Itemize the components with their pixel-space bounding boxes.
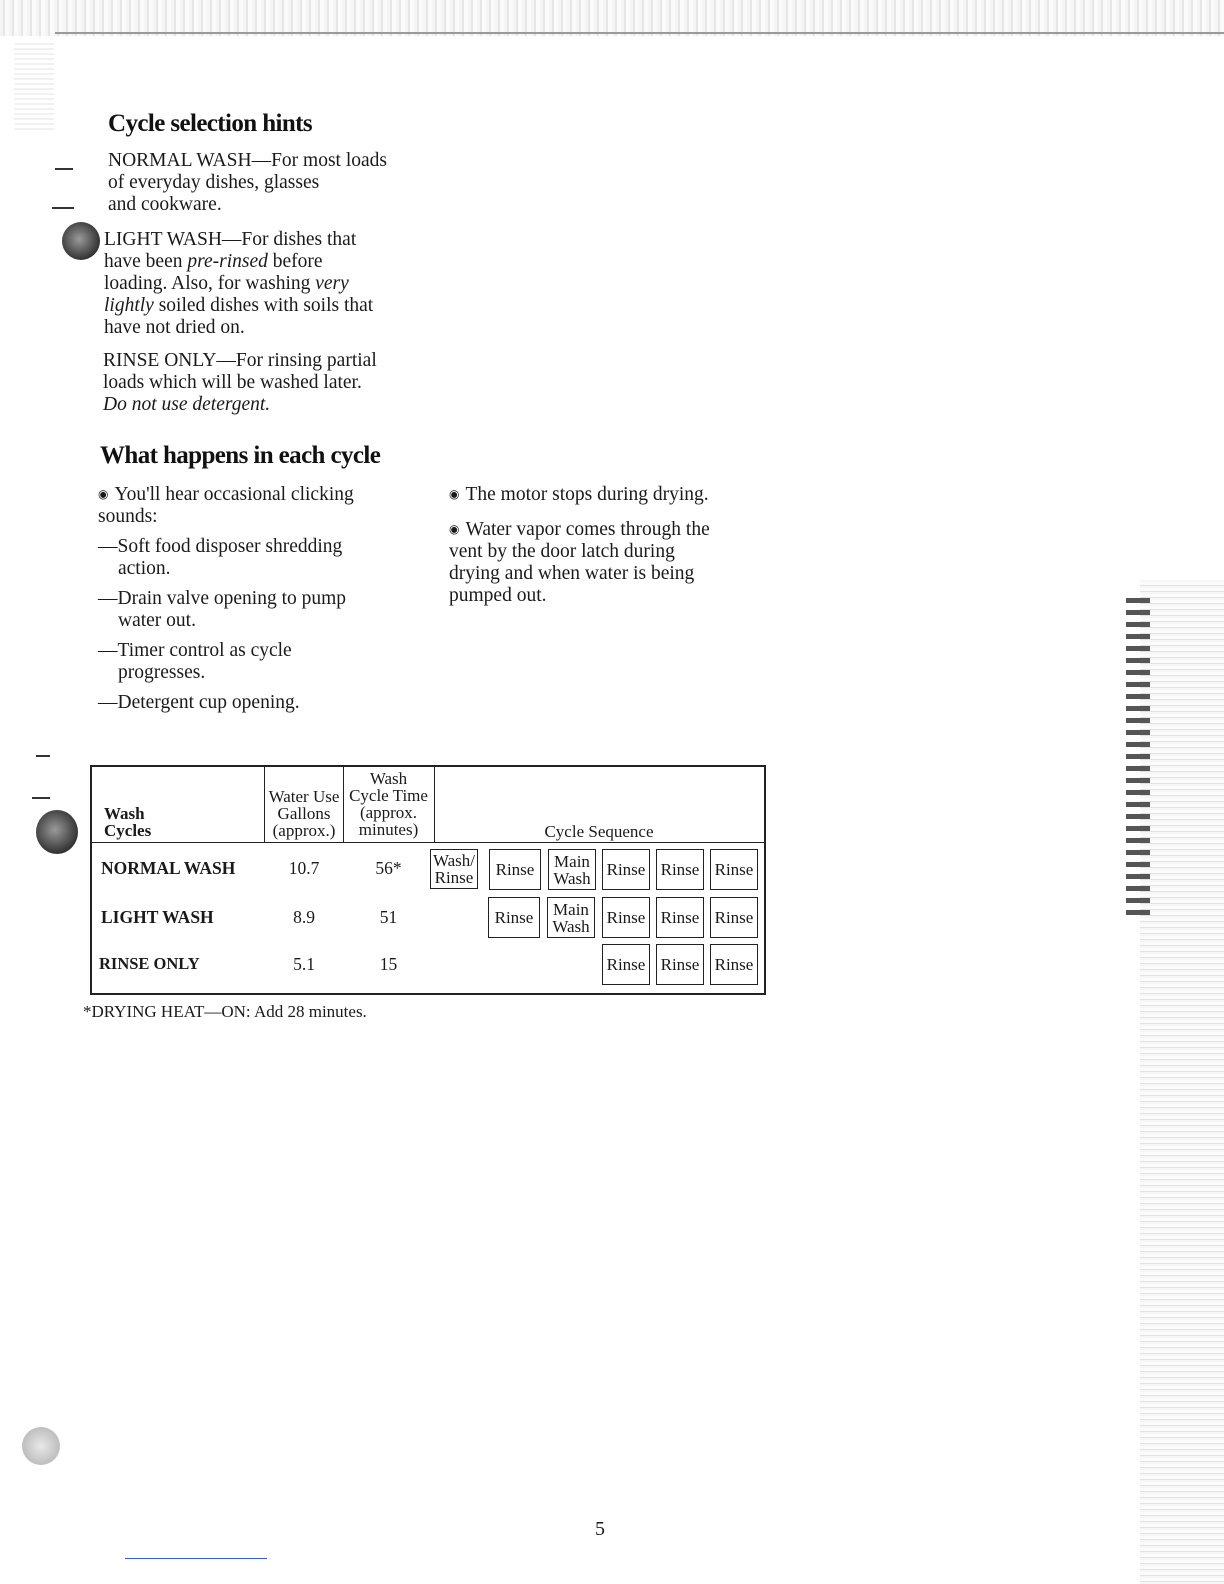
step-rinse: Rinse [602, 944, 650, 985]
row-label-light: LIGHT WASH [101, 907, 214, 927]
step-rinse: Rinse [602, 849, 650, 890]
bullet-icon: ◉ [449, 522, 460, 536]
water-vapor-item: ◉ Water vapor comes through the vent by the door latch during drying and when water is being pumped out. [449, 519, 710, 606]
cell-water-normal: 10.7 [288, 858, 320, 878]
list-item: —Detergent cup opening. [98, 692, 300, 713]
step-rinse: Rinse [710, 849, 758, 890]
step-rinse: Rinse [602, 897, 650, 938]
hint-rinse-only: RINSE ONLY—For rinsing partial loads which will be washed later. Do not use detergent. [103, 350, 377, 415]
scan-noise-left [14, 40, 54, 130]
scan-dash [32, 797, 50, 799]
step-main-wash: Main Wash [547, 897, 595, 938]
step-rinse: Rinse [656, 897, 704, 938]
scan-line-bottom [125, 1558, 267, 1559]
row-label-normal: NORMAL WASH [101, 858, 236, 878]
cycle-table [90, 765, 766, 995]
hint-normal-label: NORMAL WASH [108, 150, 252, 171]
cycle-right-column [449, 483, 769, 615]
bullet-icon: ◉ [98, 487, 109, 501]
hint-light-wash: LIGHT WASH—For dishes that have been pre-rinsed before loading. Also, for washing very lightly soiled dishes with soils that have not dried on. [104, 229, 374, 338]
header-cycle-time: Wash Cycle Time (approx. minutes) [349, 769, 428, 839]
bullet-icon: ◉ [449, 487, 460, 501]
scan-edge-top [0, 0, 1224, 36]
step-rinse: Rinse [710, 944, 758, 985]
cell-water-rinse: 5.1 [293, 954, 315, 974]
hint-light-label: LIGHT WASH [104, 229, 222, 250]
list-item: —Drain valve opening to pump water out. [98, 588, 347, 631]
step-rinse: Rinse [656, 944, 704, 985]
cell-water-light: 8.9 [293, 907, 315, 927]
scan-dash [55, 168, 73, 170]
cell-time-rinse: 15 [379, 954, 398, 974]
header-wash-cycles: Wash Cycles [104, 804, 152, 840]
step-rinse: Rinse [489, 849, 541, 890]
list-item: —Timer control as cycle progresses. [98, 640, 292, 683]
header-cycle-sequence: Cycle Sequence [544, 822, 654, 841]
table-footnote: *DRYING HEAT—ON: Add 28 minutes. [83, 1002, 367, 1021]
scan-dash [36, 755, 50, 757]
punch-hole-icon [36, 810, 78, 854]
scan-marks-right [1126, 598, 1156, 922]
cell-time-normal: 56* [375, 858, 402, 878]
step-rinse: Rinse [656, 849, 704, 890]
punch-hole-icon [62, 222, 100, 260]
header-water-use: Water Use Gallons (approx.) [268, 787, 340, 840]
table-divider [92, 842, 764, 843]
section-title-hints: Cycle selection hints [108, 110, 313, 137]
step-main-wash: Main Wash [548, 849, 596, 890]
motor-stops-item: ◉ The motor stops during drying. [449, 484, 709, 505]
step-rinse: Rinse [488, 897, 540, 938]
row-label-rinse: RINSE ONLY [99, 954, 200, 973]
scan-dash [52, 207, 74, 209]
punch-hole-icon [22, 1427, 60, 1465]
page-number: 5 [595, 1518, 605, 1540]
hint-normal-wash: NORMAL WASH—For most loads of everyday dishes, glasses and cookware. [108, 150, 387, 215]
hint-rinse-label: RINSE ONLY [103, 350, 217, 371]
list-item: —Soft food disposer shredding action. [98, 536, 343, 579]
cycle-left-column [98, 483, 428, 722]
step-wash-rinse: Wash/ Rinse [430, 849, 478, 889]
clicking-sounds-item: ◉ You'll hear occasional clicking sounds: [98, 484, 354, 527]
section-title-cycle: What happens in each cycle [100, 442, 381, 469]
step-rinse: Rinse [710, 897, 758, 938]
cell-time-light: 51 [379, 907, 398, 927]
